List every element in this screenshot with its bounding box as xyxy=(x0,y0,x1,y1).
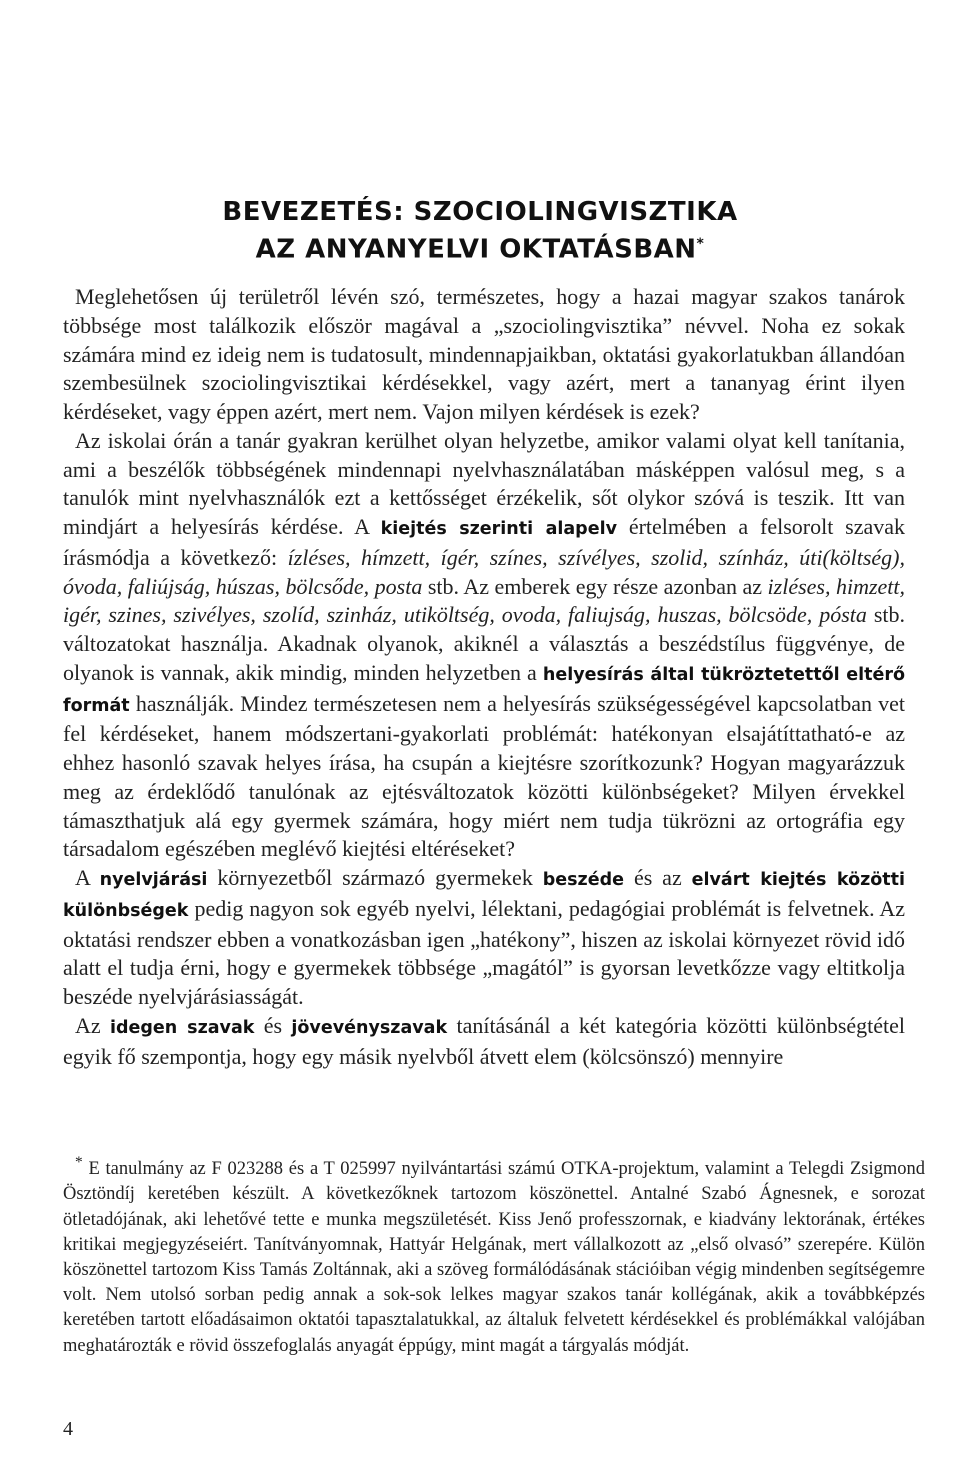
bold-term-idegen-szavak: idegen szavak xyxy=(109,1017,255,1038)
italic-word-list-variant: izléses, himzett, igér, szines, szivélyes, szolíd, szinház, utiköltség, ovoda, faliujság, huszas, bölcsöde, pósta xyxy=(63,573,906,628)
bold-term-helyesiras-altal: helyesírás által tükröztetettől eltérő formát xyxy=(63,664,905,716)
paragraph-2-text-a: Az iskolai órán a tanár gyakran kerülhet olyan helyzetbe, amikor valami olyat kell tanítania, ami a beszélők többségének mindennapi nyelvhasználatában másképpen valósul meg, s a tanulók mint nyelvhasználók ezt a kettősséget érzékelik, sőt olykor szóvá is teszik. Itt van mindjárt a helyesírás kérdése. A xyxy=(63,427,905,539)
page-number: 4 xyxy=(63,1418,73,1440)
paragraph-2-text-b: értelmében a felsorolt szavak írásmódja a következő: xyxy=(63,514,905,570)
bold-term-jovevenyszavak: jövevényszavak xyxy=(291,1017,448,1038)
chapter-title-line-2: AZ ANYANYELVI OKTATÁSBAN xyxy=(255,234,697,265)
paragraph-1 xyxy=(63,283,905,427)
paragraph-3 xyxy=(63,864,905,1012)
footnote-text: E tanulmány az F 023288 és a T 025997 nyilvántartási számú OTKA-projektum, valamint a Telegdi Zsigmond Ösztöndíj keretében készült. A következőknek tartozom köszönettel. Antalné Szabó Ágnesnek, e sorozat ötletadójának, aki lehetővé tette e munka megszületését. Kiss Jenő professzornak, e kiadvány lektorának, értékes kritikai megjegyzéseiért. Tanítványomnak, Hattyár Helgának, mert vállalkozott az „első olvasó” szerepére. Külön köszönettel tartozom Kiss Tamás Zoltánnak, aki a szöveg formálódásának stációiban végig mindenben segítségemre volt. Nem utolsó sorban pedig annak a sok-sok lelkes magyar szakos tanár kollégának, akik a továbbképzés keretében tartott előadásaimon oktatói tapasztalatukkal, az általuk felvetett kérdésekkel és problémákkal valójában meghatározták e rövid összefoglalás anyagát éppúgy, mint magát a tárgyalás módját. xyxy=(63,1159,925,1356)
paragraph-4-text-a: Az xyxy=(75,1012,101,1038)
paragraph-2 xyxy=(63,427,905,864)
footnote xyxy=(63,1150,925,1359)
paragraph-4-text-b: és xyxy=(263,1012,283,1038)
bold-term-kiejtes-szerinti-alapelv: kiejtés szerinti alapelv xyxy=(380,519,617,539)
body-text xyxy=(63,283,905,1071)
paragraph-2-text-d: stb. változatokat használja. Akadnak olyanok, akiknél a választás a beszédstílus függvénye, de olyanok is vannak, akik mindig, minden helyzetben a xyxy=(63,602,905,685)
footnote-mark: * xyxy=(75,1154,83,1171)
title-footnote-mark: * xyxy=(696,236,705,252)
paragraph-1-text: Meglehetősen új területről lévén szó, természetes, hogy a hazai magyar szakos tanárok többsége most találkozik először magával a „szociolingvisztika” névvel. Noha ez sokak számára mind ez ideig nem is tudatosult, mindennapjaikban, oktatási gyakorlatukban állandóan szembesülnek szociolingvisztikai kérdésekkel, vagy azért, mert a tananyag érint ilyen kérdéseket, vagy éppen azért, mert nem. Vajon milyen kérdések is ezek? xyxy=(63,284,905,424)
bold-term-elvart-kiejtes: elvárt kiejtés közötti különbségek xyxy=(63,870,906,921)
paragraph-3-text-a: A xyxy=(75,865,90,890)
paragraph-3-text-d: pedig nagyon sok egyéb nyelvi, lélektani, pedagógiai problémát is felvetnek. Az oktatási rendszer ebben a vonatkozásban igen „hatékony”, hiszen az iskolai környezet rövid idő alatt el tudja érni, hogy e gyermekek többsége „magától” is gyorsan levetkőzze vagy eltitkolja beszéde nyelvjárásiasságát. xyxy=(63,895,905,1009)
paragraph-4-text-c: tanításánál a két kategória közötti különbségtétel egyik fő szempontja, hogy egy másik nyelvből átvett elem (kölcsönszó) mennyire xyxy=(63,1012,906,1069)
bold-term-nyelvjarasi: nyelvjárási xyxy=(99,870,208,890)
chapter-title xyxy=(60,196,900,266)
paragraph-4 xyxy=(63,1012,905,1072)
paragraph-2-text-c: stb. Az emberek egy része azonban az xyxy=(427,573,763,599)
paragraph-3-text-c: és az xyxy=(633,865,682,890)
bold-term-beszede: beszéde xyxy=(542,870,625,890)
footnote-paragraph xyxy=(63,1150,925,1359)
italic-word-list-standard: ízléses, hímzett, ígér, színes, szívélyes, szolid, színház, úti(költség), óvoda, faliújság, húszas, bölcsőde, posta xyxy=(63,544,905,599)
chapter-title-line-1: BEVEZETÉS: SZOCIOLINGVISZTIKA xyxy=(222,197,738,227)
paragraph-2-text-e: használják. Mindez természetesen nem a helyesírás szükségességével kapcsolatban vet fel kérdéseket, hanem módszertani-gyakorlati problémát: hatékonyan elsajátíttatható-e az ehhez hasonló szavak helyes írása, ha csupán a kiejtésre szorítkozunk? Hogyan magyarázzuk meg az érdeklődő tanulónak az ejtésváltozatok közötti különbségeket? Milyen érvekkel támaszthatjuk alá egy gyermek számára, hogy miért nem tudja tükrözni az ortográfia egy társadalom egészében meglévő kiejtési eltéréseket? xyxy=(63,690,905,862)
paragraph-3-text-b: környezetből származó gyermekek xyxy=(217,865,533,890)
